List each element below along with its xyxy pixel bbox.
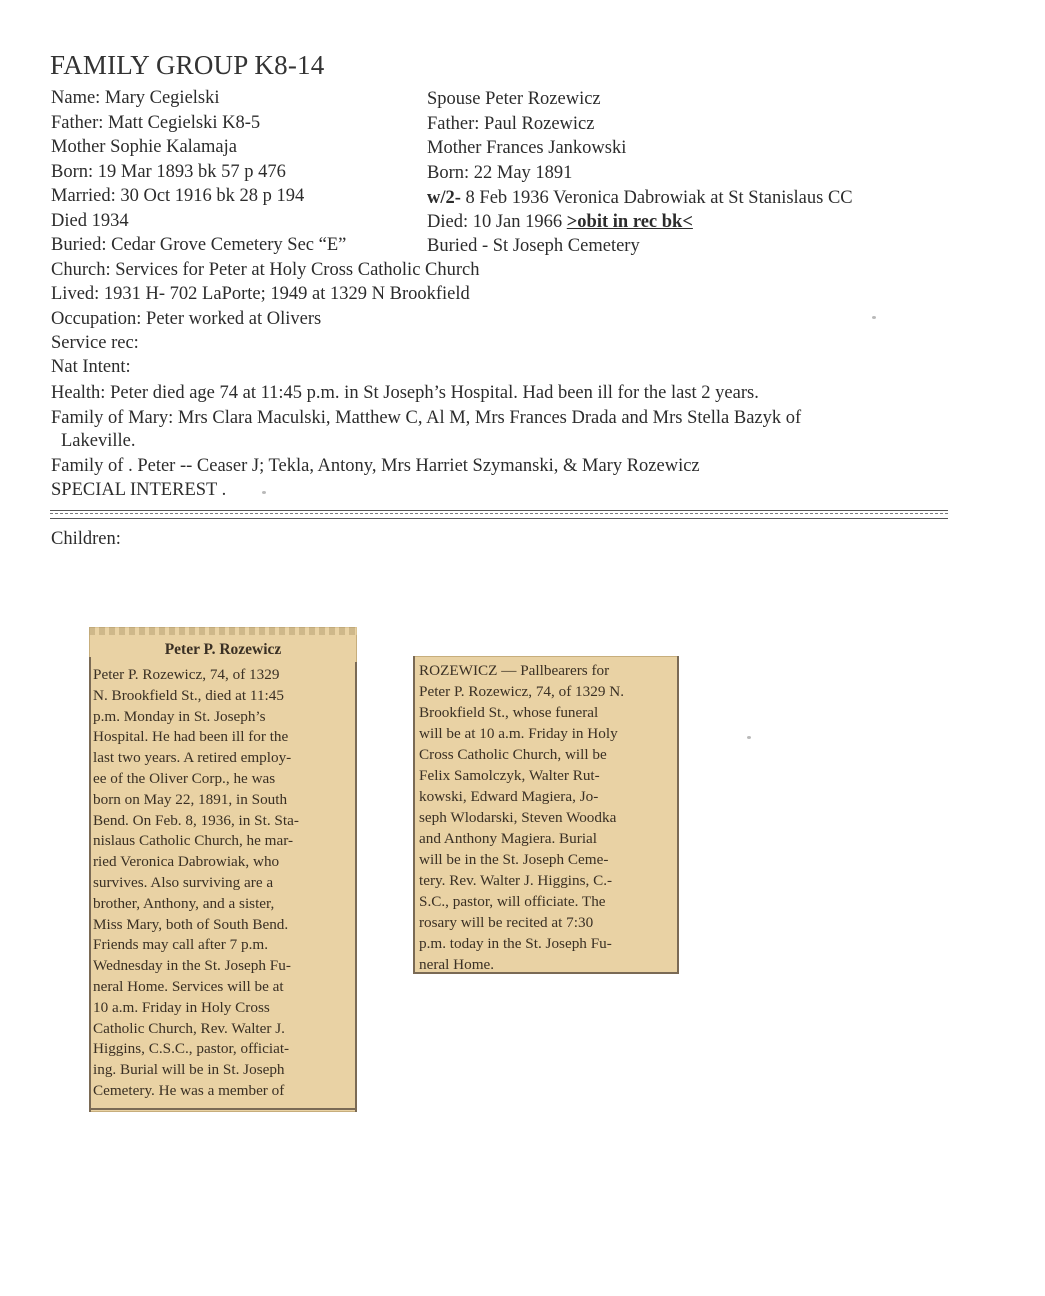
health-row: Health: Peter died age 74 at 11:45 p.m. in St Joseph’s Hospital. Had been ill for the last 2 years. [51, 383, 759, 403]
scan-speck [747, 736, 751, 739]
scan-speck [872, 316, 876, 319]
spouse-mother-row: Mother Frances Jankowski [427, 138, 627, 158]
lived-row: Lived: 1931 H- 702 LaPorte; 1949 at 1329 N Brookfield [51, 284, 470, 304]
spouse-row: Spouse Peter Rozewicz [427, 89, 601, 109]
pallbearers-text: ROZEWICZ — Pallbearers for Peter P. Rozewicz, 74, of 1329 N. Brookfield St., whose funeral will be at 10 a.m. Friday in Holy Cross Catholic Church, will be Felix Samolczyk, Walter Rut- kowski, Edward Magiera, Jo- seph Wlodarski, Steven Woodka and Anthony Magiera. Burial will be in the St. Joseph Ceme- tery. Rev. Walter J. Higgins, C.- S.C., pastor, will officiate. The rosary will be recited at 7:30 p.m. today in the St. Joseph Fu- neral Home. [419, 662, 624, 973]
clipping-border-left [89, 657, 91, 1112]
clipping-border-left [413, 656, 415, 974]
obit-note: >obit in rec bk< [566, 212, 693, 232]
service-rec-row: Service rec: [51, 333, 139, 353]
church-row: Church: Services for Peter at Holy Cross Catholic Church [51, 260, 480, 280]
obituary-text: Peter P. Rozewicz, 74, of 1329 N. Brookfield St., died at 11:45 p.m. Monday in St. Joseph’s Hospital. He had been ill for the last two years. A retired employ- ee of the Oliver Corp., he was born on May 22, 1891, in South Bend. On Feb. 8, 1936, in St. Sta- nislaus Catholic Church, he mar- ried Veronica Dabrowiak, who survives. Also surviving are a brother, Anthony, and a sister, Miss Mary, both of South Bend. Friends may call after 7 p.m. Wednesday in the St. Joseph Fu- neral Home. Services will be at 10 a.m. Friday in Holy Cross Catholic Church, Rev. Walter J. Higgins, C.S.C., pastor, officiat- ing. Burial will be in St. Joseph Cemetery. He was a member of [93, 666, 299, 1099]
occupation-row: Occupation: Peter worked at Olivers [51, 309, 322, 329]
family-of-mary-row: Family of Mary: Mrs Clara Maculski, Matthew C, Al M, Mrs Frances Drada and Mrs Stella Bazyk of [51, 408, 802, 428]
born-row: Born: 19 Mar 1893 bk 57 p 476 [51, 162, 286, 182]
second-marriage-row [427, 186, 853, 210]
second-marriage-label: w/2- [427, 188, 461, 208]
spouse-buried-row: Buried - St Joseph Cemetery [427, 236, 640, 256]
scan-speck [262, 491, 266, 494]
father-row: Father: Matt Cegielski K8-5 [51, 113, 261, 133]
pallbearers-clipping [413, 656, 679, 974]
nat-intent-row: Nat Intent: [51, 357, 131, 377]
children-row: Children: [51, 529, 121, 549]
obituary-clipping [89, 627, 357, 1112]
spouse-died-text: Died: 10 Jan 1966 [427, 212, 567, 232]
clipping-border-right [355, 662, 357, 1112]
second-marriage-text: 8 Feb 1936 Veronica Dabrowiak at St Stanislaus CC [460, 188, 853, 208]
clipping-border-right [677, 656, 679, 974]
mother-row: Mother Sophie Kalamaja [51, 137, 237, 157]
special-interest-row: SPECIAL INTEREST . [51, 480, 227, 500]
clipping-torn-edge [89, 627, 357, 635]
spouse-born-row: Born: 22 May 1891 [427, 163, 573, 183]
married-row: Married: 30 Oct 1916 bk 28 p 194 [51, 186, 305, 206]
section-separator [50, 510, 948, 519]
name-row: Name: Mary Cegielski [51, 88, 220, 108]
clipping-border-bottom [89, 1108, 357, 1110]
buried-row: Buried: Cedar Grove Cemetery Sec “E” [51, 235, 347, 255]
spouse-died-row [427, 210, 693, 234]
died-row: Died 1934 [51, 211, 129, 231]
family-of-mary-continued: Lakeville. [61, 431, 136, 451]
spouse-father-row: Father: Paul Rozewicz [427, 114, 595, 134]
page-title: FAMILY GROUP K8-14 [50, 50, 325, 80]
obituary-headline: Peter P. Rozewicz [164, 641, 282, 658]
family-of-peter-row: Family of . Peter -- Ceaser J; Tekla, Antony, Mrs Harriet Szymanski, & Mary Rozewicz [51, 456, 700, 476]
